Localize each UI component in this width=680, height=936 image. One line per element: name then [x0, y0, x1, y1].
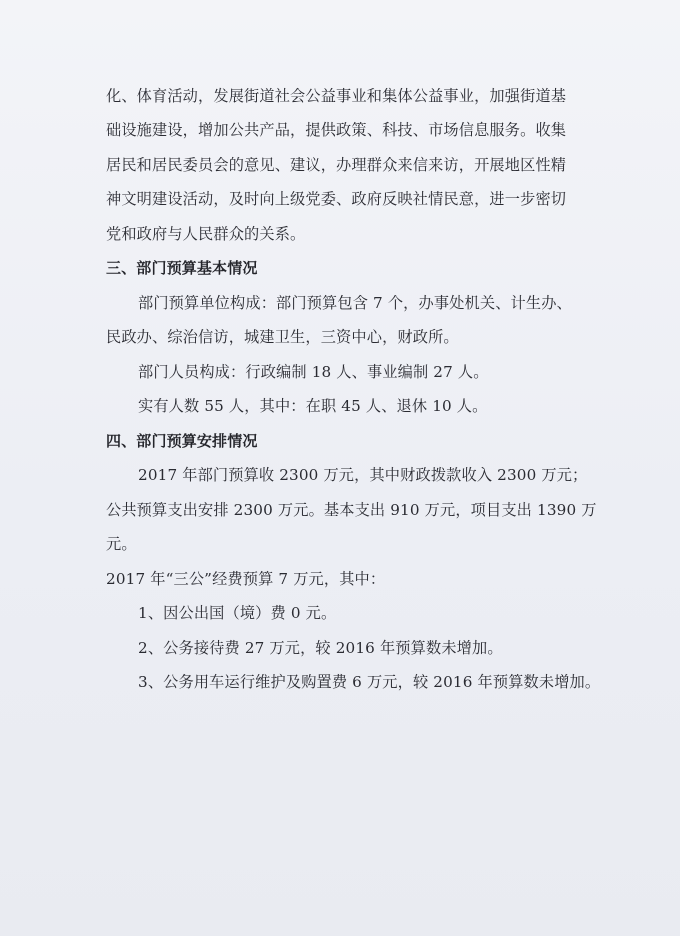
- paragraph-line: 党和政府与人民群众的关系。: [106, 225, 306, 243]
- section-heading: 三、部门预算基本情况: [106, 259, 258, 277]
- paragraph-line: 公共预算支出安排 2300 万元。基本支出 910 万元，项目支出 1390 万: [106, 501, 597, 519]
- paragraph-line: 2017 年“三公”经费预算 7 万元，其中：: [106, 570, 386, 588]
- list-item: 1、因公出国（境）费 0 元。: [138, 604, 337, 622]
- list-item: 3、公务用车运行维护及购置费 6 万元，较 2016 年预算数未增加。: [138, 673, 601, 691]
- section-heading: 四、部门预算安排情况: [106, 432, 258, 450]
- paragraph-line: 元。: [106, 535, 137, 553]
- paragraph-line: 神文明建设活动，及时向上级党委、政府反映社情民意，进一步密切: [106, 190, 567, 208]
- list-item: 2、公务接待费 27 万元，较 2016 年预算数未增加。: [138, 639, 503, 657]
- paragraph-line: 部门预算单位构成：部门预算包含 7 个，办事处机关、计生办、: [138, 294, 572, 312]
- paragraph-line: 化、体育活动，发展街道社会公益事业和集体公益事业，加强街道基: [106, 87, 567, 105]
- paragraph-line: 民政办、综治信访，城建卫生，三资中心，财政所。: [106, 328, 459, 346]
- paragraph-line: 础设施建设，增加公共产品，提供政策、科技、市场信息服务。收集: [106, 121, 567, 139]
- paragraph-line: 实有人数 55 人，其中：在职 45 人、退休 10 人。: [138, 397, 488, 415]
- paragraph-line: 部门人员构成：行政编制 18 人、事业编制 27 人。: [138, 363, 489, 381]
- paragraph-line: 2017 年部门预算收 2300 万元，其中财政拨款收入 2300 万元；: [138, 466, 588, 484]
- paragraph-line: 居民和居民委员会的意见、建议，办理群众来信来访，开展地区性精: [106, 156, 567, 174]
